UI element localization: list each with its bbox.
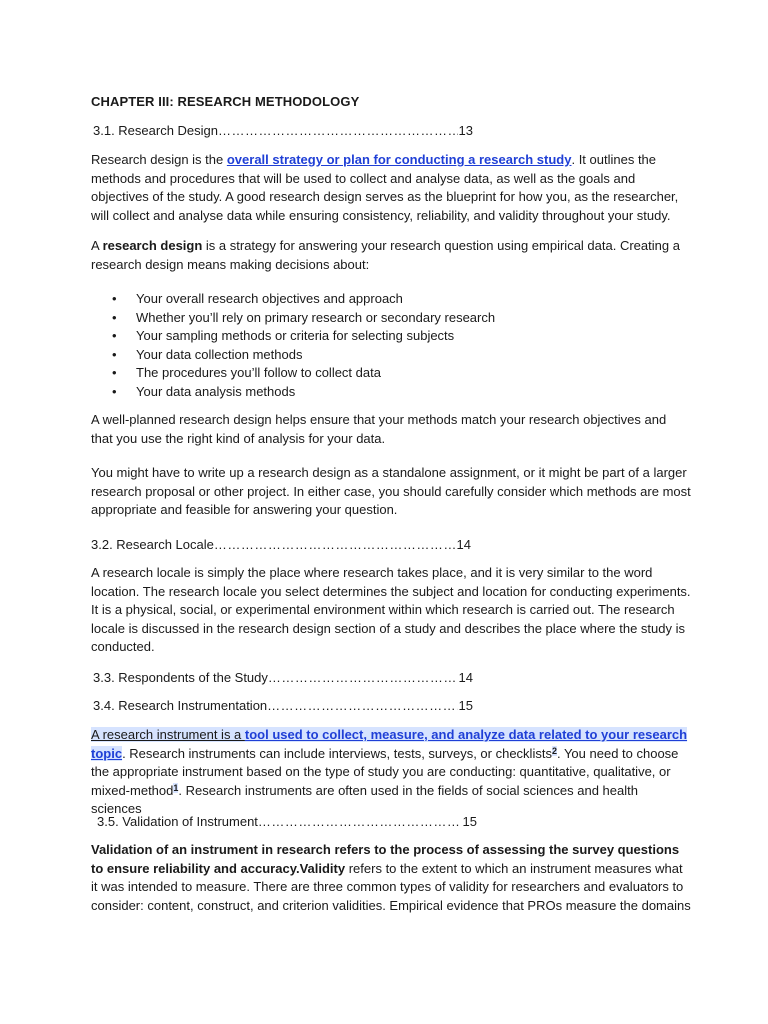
paragraph-research-design-strategy: A research design is a strategy for answering your research question using empirical data. Creating a research design means making decisions about: [91,238,680,272]
list-item: • Whether you’ll rely on primary research or secondary research [91,309,691,328]
toc-page-number: 15 [458,698,473,713]
toc-entry-3-4[interactable] [93,697,473,716]
list-item: • Your data collection methods [91,346,691,365]
list-item: • The procedures you’ll follow to collect data [91,364,691,383]
list-item: • Your sampling methods or criteria for selecting subjects [91,327,691,346]
list-item: • Your data analysis methods [91,383,691,402]
chapter-title: CHAPTER III: RESEARCH METHODOLOGY [91,94,360,109]
paragraph-well-planned: A well-planned research design helps ensure that your methods match your research objectives and that you use the right kind of analysis for your data. [91,412,667,446]
toc-label: 3.1. Research Design [93,123,219,138]
toc-label: 3.3. Respondents of the Study [93,670,268,685]
paragraph-research-instrument: A research instrument is a tool used to collect, measure, and analyze data related to your research topic. Research instruments can include interviews, tests, surveys, or checklists$^2$. You need to choose the appropriate instrument based on the type of study you are conducting: quantitative, qualitative, or mixed-method$^1$. Research instruments are often used in the fields of social sciences and health sciences [91,727,688,817]
toc-entry-3-2[interactable] [91,536,471,555]
toc-entry-3-5[interactable] [97,813,477,832]
paragraph-research-locale: A research locale is simply the place where research takes place, and it is very similar to the word location. The research locale you select determines the subject and location for conducting experiments. It is a physical, social, or experimental environment within which research is carried out. The research locale is discussed in the research design section of a study and describes the place where the study is conducted. [91,565,691,655]
hyperlink-tool-used-to-collect[interactable]: tool used to collect, measure, and analyze data related to your research topic [91,727,688,761]
bullet-list-decisions [91,290,691,402]
paragraph-research-design-definition: Research design is the overall strategy or plan for conducting a research study. It outlines the methods and procedures that will be used to collect and analyse data, as well as the goals and objectives of the study. A good research design serves as the blueprint for how you, as the researcher, will collect and analyse data while ensuring consistency, reliability, and validity throughout your study. [91,152,679,223]
paragraph-standalone-assignment: You might have to write up a research design as a standalone assignment, or it might be part of a larger research proposal or other project. In either case, you should carefully consider which methods are most appropriate and feasible for answering your question. [91,465,691,518]
paragraph-validation-of-instrument: Validation of an instrument in research refers to the process of assessing the survey questions to ensure reliability and accuracy.Validity refers to the extent to which an instrument measures what it was intended to measure. There are three common types of validity for researchers and evaluators to consider: content, construct, and criterion validities. Empirical evidence that PROs measure the domains [91,842,691,913]
toc-entry-3-3[interactable] [93,669,473,688]
toc-page-number: 13 [458,123,473,138]
toc-page-number: 15 [462,814,477,829]
footnote-marker[interactable]: 1 [173,782,179,793]
list-item: • Your overall research objectives and approach [91,290,691,309]
toc-page-number: 14 [458,670,473,685]
toc-page-number: 14 [456,537,471,552]
toc-entry-3-1[interactable] [93,122,473,141]
toc-label: 3.5. Validation of Instrument [97,814,258,829]
toc-label: 3.4. Research Instrumentation [93,698,268,713]
footnote-marker[interactable]: 2 [551,745,557,756]
hyperlink-overall-strategy[interactable]: overall strategy or plan for conducting a research study [226,152,572,167]
toc-label: 3.2. Research Locale [91,537,214,552]
